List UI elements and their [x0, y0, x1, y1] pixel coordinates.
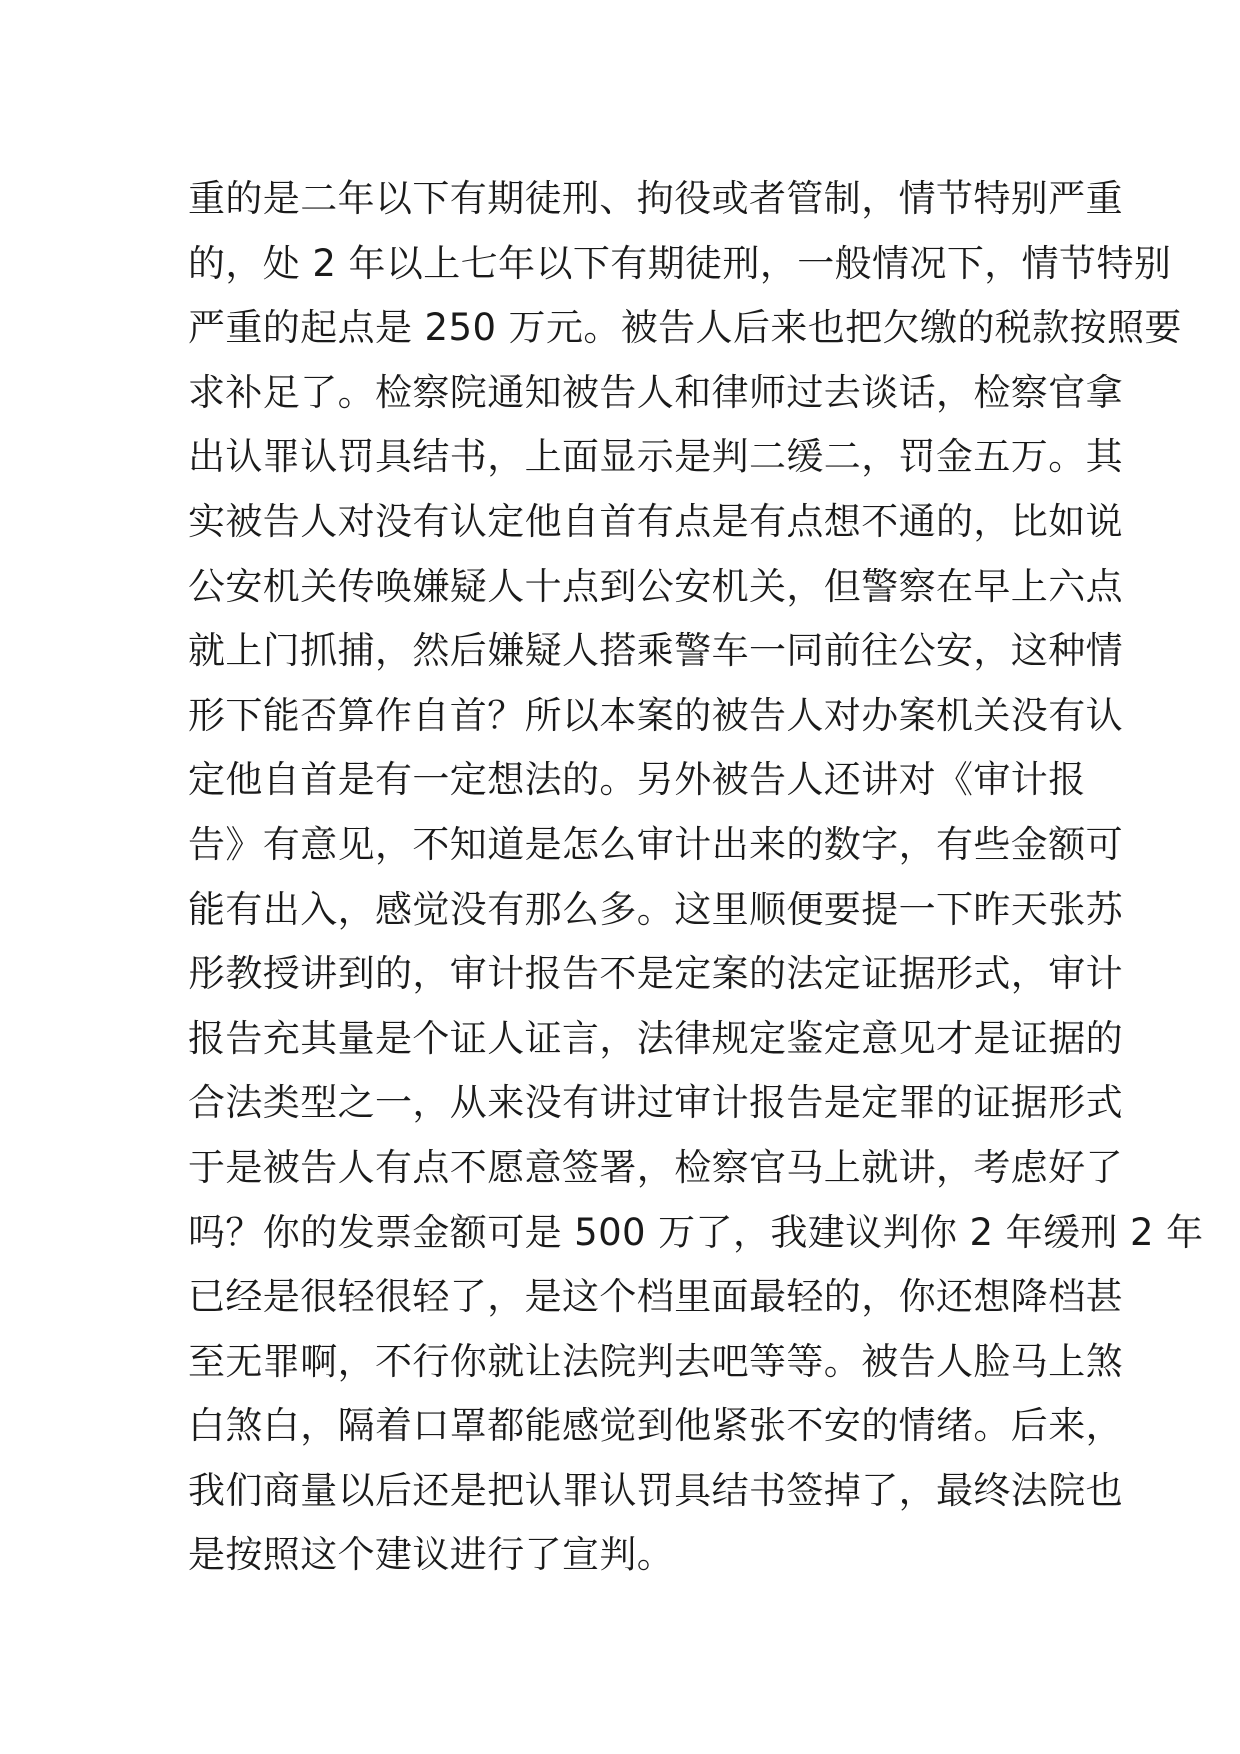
- text-line: 重的是二年以下有期徒刑、拘役或者管制，情节特别严重: [188, 177, 1123, 220]
- text-line: 能有出入，感觉没有那么多。这里顺便要提一下昨天张苏: [188, 887, 1123, 931]
- text-line: 彤教授讲到的，审计报告不是定案的法定证据形式，审计: [188, 952, 1123, 996]
- text-line: 我们商量以后还是把认罪认罚具结书签掉了，最终法院也: [188, 1468, 1123, 1512]
- text-line: 已经是很轻很轻了，是这个档里面最轻的，你还想降档甚: [188, 1275, 1123, 1319]
- text-line: 出认罪认罚具结书，上面显示是判二缓二，罚金五万。其: [188, 435, 1123, 479]
- text-line: 就上门抓捕，然后嫌疑人搭乘警车一同前往公安，这种情: [188, 629, 1123, 673]
- text-line: 报告充其量是个证人证言，法律规定鉴定意见才是证据的: [188, 1016, 1123, 1060]
- text-line: 的，处 2 年以上七年以下有期徒刑，一般情况下，情节特别: [188, 241, 1172, 285]
- text-line: 严重的起点是 250 万元。被告人后来也把欠缴的税款按照要: [188, 306, 1182, 350]
- text-line: 定他自首是有一定想法的。另外被告人还讲对《审计报: [188, 758, 1086, 802]
- text-line: 求补足了。检察院通知被告人和律师过去谈话，检察官拿: [188, 370, 1123, 414]
- text-line: 告》有意见，不知道是怎么审计出来的数字，有些金额可: [188, 822, 1123, 866]
- text-line: 吗？你的发票金额可是 500 万了，我建议判你 2 年缓刑 2 年: [188, 1210, 1204, 1254]
- text-line: 公安机关传唤嫌疑人十点到公安机关，但警察在早上六点: [188, 564, 1123, 608]
- text-line: 白煞白，隔着口罩都能感觉到他紧张不安的情绪。后来，: [188, 1404, 1123, 1448]
- text-line: 是按照这个建议进行了宣判。: [188, 1533, 675, 1577]
- text-line: 至无罪啊，不行你就让法院判去吧等等。被告人脸马上煞: [188, 1339, 1123, 1383]
- text-line: 形下能否算作自首？所以本案的被告人对办案机关没有认: [188, 693, 1123, 737]
- text-line: 于是被告人有点不愿意签署，检察官马上就讲，考虑好了: [188, 1145, 1123, 1189]
- text-line: 实被告人对没有认定他自首有点是有点想不通的，比如说: [188, 499, 1123, 543]
- body-paragraph: [188, 167, 1204, 1588]
- text-line: 合法类型之一，从来没有讲过审计报告是定罪的证据形式: [188, 1081, 1123, 1125]
